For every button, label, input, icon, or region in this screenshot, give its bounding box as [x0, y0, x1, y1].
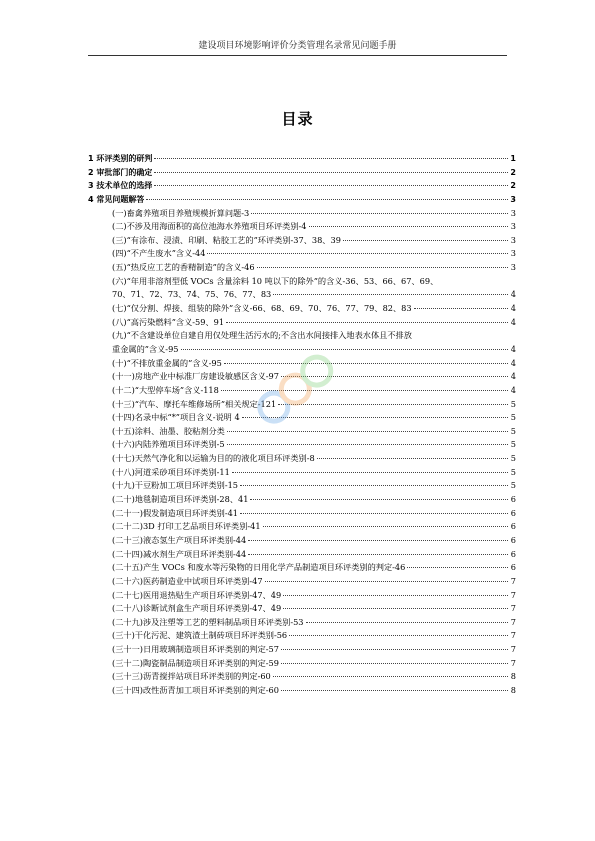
dot-leader: [250, 499, 508, 500]
toc-page-number: 4: [510, 343, 516, 354]
toc-page-number: 3: [510, 248, 516, 259]
dot-leader: [248, 540, 508, 541]
toc-page-number: 6: [510, 548, 516, 559]
dot-leader: [289, 635, 508, 636]
toc-page-number: 7: [510, 630, 516, 641]
toc-page-number: 4: [510, 357, 516, 368]
toc-entry-text: 2 审批部门的确定: [88, 167, 153, 177]
toc-page-number: 6: [510, 507, 516, 518]
toc-page-number: 5: [510, 453, 516, 464]
toc-page-number: 6: [510, 521, 516, 532]
dot-leader: [251, 213, 508, 214]
toc-entry[interactable]: [88, 507, 516, 521]
toc-entry-text: (二十)地毯制造项目环评类别-28、41: [112, 494, 249, 505]
toc-page-number: 3: [510, 262, 516, 273]
dot-leader: [146, 199, 508, 200]
toc-entry-text: (一)畜禽养殖项目养殖规模折算问题-3: [112, 207, 250, 218]
toc-entry-text: (十五)涂料、油墨、胶粘剂分类: [112, 425, 225, 436]
toc-entry-text: (三)“有涂布、浸渍、印刷、粘胶工艺的”环评类别-37、38、39: [112, 234, 341, 245]
toc-entry[interactable]: [88, 561, 516, 575]
page-title: 目录: [281, 110, 314, 128]
toc-page-number: 8: [510, 684, 516, 695]
toc-entry[interactable]: [88, 261, 516, 275]
toc-page-number: 5: [510, 425, 516, 436]
toc-entry-text: (二十三)液态氢生产项目环评类别-44: [112, 534, 247, 545]
toc-entry[interactable]: [88, 247, 516, 261]
dot-leader: [263, 526, 508, 527]
toc-entry-text: (三十二)陶瓷制品制造项目环评类别的判定-59: [112, 657, 279, 668]
toc-page-number: 4: [510, 289, 516, 300]
toc-page-number: 7: [510, 616, 516, 627]
toc-entry-text: (二十七)医用退热贴生产项目环评类别-47、49: [112, 589, 282, 600]
dot-leader: [257, 267, 508, 268]
toc-entry[interactable]: [88, 575, 516, 589]
dot-leader: [248, 554, 508, 555]
dot-leader: [273, 294, 508, 295]
dot-leader: [265, 581, 508, 582]
toc-entry-text: (十八)河道采砂项目环评类别-11: [112, 466, 230, 477]
toc-entry-text: (十三)“汽车、摩托车维修场所”相关规定-121: [112, 398, 277, 409]
toc-entry-text: (四)“不产生废水”含义-44: [112, 248, 206, 259]
toc-entry[interactable]: [88, 534, 516, 548]
toc-entry[interactable]: [88, 220, 516, 234]
toc-entry[interactable]: [88, 643, 516, 657]
toc-entry-text: 重金属的”含义-95: [112, 343, 179, 354]
toc-entry[interactable]: [88, 616, 516, 630]
toc-entry-text: (五)“热反应工艺的香精制造”的含义-46: [112, 262, 255, 273]
toc-entry-text: (二十二)3D 打印工艺品项目环评类别-41: [112, 521, 261, 532]
toc-page-number: 7: [510, 603, 516, 614]
toc-page-number: 7: [510, 657, 516, 668]
toc-page-number: 5: [510, 466, 516, 477]
toc-entry-text: (二十九)涉及注塑等工艺的塑料制品项目环评类别-53: [112, 616, 304, 627]
toc-entry-text: (三十四)改性沥青加工项目环评类别的判定-60: [112, 684, 279, 695]
toc-entry-text: (十一)房地产业中标准厂房建设敏感区含义-97: [112, 371, 279, 382]
toc-entry-text: 1 环评类别的研判: [88, 154, 153, 163]
toc-page-number: 4: [510, 371, 516, 382]
dot-leader: [407, 567, 508, 568]
toc-entry-text: (三十一)日用玻璃制造项目环评类别的判定-57: [112, 644, 279, 655]
toc-entry-text: (二十八)诊断试剂盒生产项目环评类别-47、49: [112, 603, 282, 614]
dot-leader: [281, 649, 508, 650]
dot-leader: [154, 185, 508, 186]
toc-entry[interactable]: [88, 629, 516, 643]
toc-entry-text: (十七)天然气净化和以运输为目的的液化项目环评类别-8: [112, 453, 315, 464]
toc-entry[interactable]: [88, 589, 516, 603]
toc-page-number: 7: [510, 589, 516, 600]
toc-page-number: 3: [510, 234, 516, 245]
toc-entry[interactable]: [88, 479, 516, 493]
dot-leader: [226, 322, 508, 323]
toc-entry[interactable]: [88, 670, 516, 684]
toc-page-number: 3: [510, 194, 516, 204]
dot-leader: [283, 595, 508, 596]
toc-entry[interactable]: [88, 193, 516, 207]
dot-leader: [281, 663, 508, 664]
toc-entry-text: (十四)名录中标“*”项目含义-说明 4: [112, 412, 240, 423]
toc-page-number: 5: [510, 439, 516, 450]
toc-entry-text: (十)“不排放重金属的”含义-95: [112, 357, 222, 368]
toc-entry-text: (三十三)沥青搅拌站项目环评类别的判定-60: [112, 671, 271, 682]
toc-page-number: 4: [510, 316, 516, 327]
toc-entry[interactable]: [88, 234, 516, 248]
dot-leader: [207, 253, 508, 254]
dot-leader: [306, 622, 508, 623]
dot-leader: [181, 349, 509, 350]
toc-entry-text: (九)“不含建设单位自建自用仅处理生活污水的;不含出水间接排入地表水体且不排放: [112, 330, 412, 341]
dot-leader: [281, 690, 508, 691]
toc-entry-text: (七)“仅分割、焊接、组装的除外”含义-66、68、69、70、76、77、79、82、83: [112, 303, 412, 314]
toc-page-number: 3: [510, 221, 516, 232]
toc-entry-text: (二十一)假发制造项目环评类别-41: [112, 507, 239, 518]
toc-page-number: 5: [510, 412, 516, 423]
dot-leader: [309, 226, 509, 227]
toc-page-number: 3: [510, 207, 516, 218]
toc-entry[interactable]: [88, 302, 516, 316]
toc-page-number: 6: [510, 562, 516, 573]
toc-entry-text: (十二)“大型停车场”含义-118: [112, 384, 219, 395]
toc-entry-text: (十六)内陆养殖项目环评类别-5: [112, 439, 225, 450]
toc-page-number: 5: [510, 480, 516, 491]
toc-page-number: 1: [510, 154, 516, 163]
dot-leader: [343, 240, 508, 241]
dot-leader: [414, 308, 508, 309]
toc-page-number: 6: [510, 534, 516, 545]
toc-entry-text: (二)不涉及用海面积的高位池海水养殖项目环评类别-4: [112, 221, 307, 232]
dot-leader: [232, 472, 508, 473]
toc-entry[interactable]: [88, 520, 516, 534]
toc-entry-text: (三十)干化污泥、建筑渣土制砖项目环评类别-56: [112, 630, 288, 641]
toc-entry[interactable]: [88, 275, 516, 289]
dot-leader: [273, 676, 508, 677]
toc-entry-text: 3 技术单位的选择: [88, 181, 153, 191]
toc-entry[interactable]: [88, 657, 516, 671]
dot-leader: [240, 513, 508, 514]
toc-entry-text: (二十六)医药制造业中试项目环评类别-47: [112, 575, 263, 586]
toc-entry[interactable]: [88, 179, 516, 193]
toc-entry[interactable]: [88, 152, 516, 166]
toc-page-number: 8: [510, 671, 516, 682]
toc-entry[interactable]: [88, 493, 516, 507]
toc-entry[interactable]: [88, 166, 516, 180]
toc-entry-text: 4 常见问题解答: [88, 194, 145, 204]
toc-entry[interactable]: [88, 548, 516, 562]
toc-page-number: 7: [510, 575, 516, 586]
toc-entry-text: 70、71、72、73、74、75、76、77、83: [112, 289, 272, 300]
toc-page-number: 5: [510, 398, 516, 409]
dot-leader: [317, 458, 508, 459]
toc-entry[interactable]: [88, 207, 516, 221]
toc-page-number: 6: [510, 494, 516, 505]
toc-entry[interactable]: [88, 684, 516, 698]
toc-page-number: 4: [510, 384, 516, 395]
toc-page-number: 7: [510, 644, 516, 655]
toc-entry-text: (二十四)减水剂生产项目环评类别-44: [112, 548, 247, 559]
running-header: 建设项目环境影响评价分类管理名录常见问题手册: [88, 38, 507, 56]
toc-entry[interactable]: [88, 602, 516, 616]
toc-page-number: 2: [510, 167, 516, 177]
toc-entry-text: (八)“高污染燃料”含义-59、91: [112, 316, 225, 327]
toc-entry-text: (六)“年用非溶剂型低 VOCs 含量涂料 10 吨以下的除外”的含义-36、53、66、67、69、: [112, 275, 439, 286]
toc-entry-text: (二十五)产生 VOCs 和废水等污染物的日用化学产品制造项目环评类别的判定-46: [112, 562, 406, 573]
dot-leader: [240, 485, 508, 486]
toc-entry-continuation[interactable]: [88, 288, 516, 302]
toc-page-number: 4: [510, 303, 516, 314]
dot-leader: [154, 172, 508, 173]
toc-entry-text: (十九)干豆粉加工项目环评类别-15: [112, 480, 239, 491]
toc-entry[interactable]: [88, 466, 516, 480]
toc-page-number: 2: [510, 181, 516, 191]
dot-leader: [283, 608, 508, 609]
dot-leader: [154, 158, 508, 159]
